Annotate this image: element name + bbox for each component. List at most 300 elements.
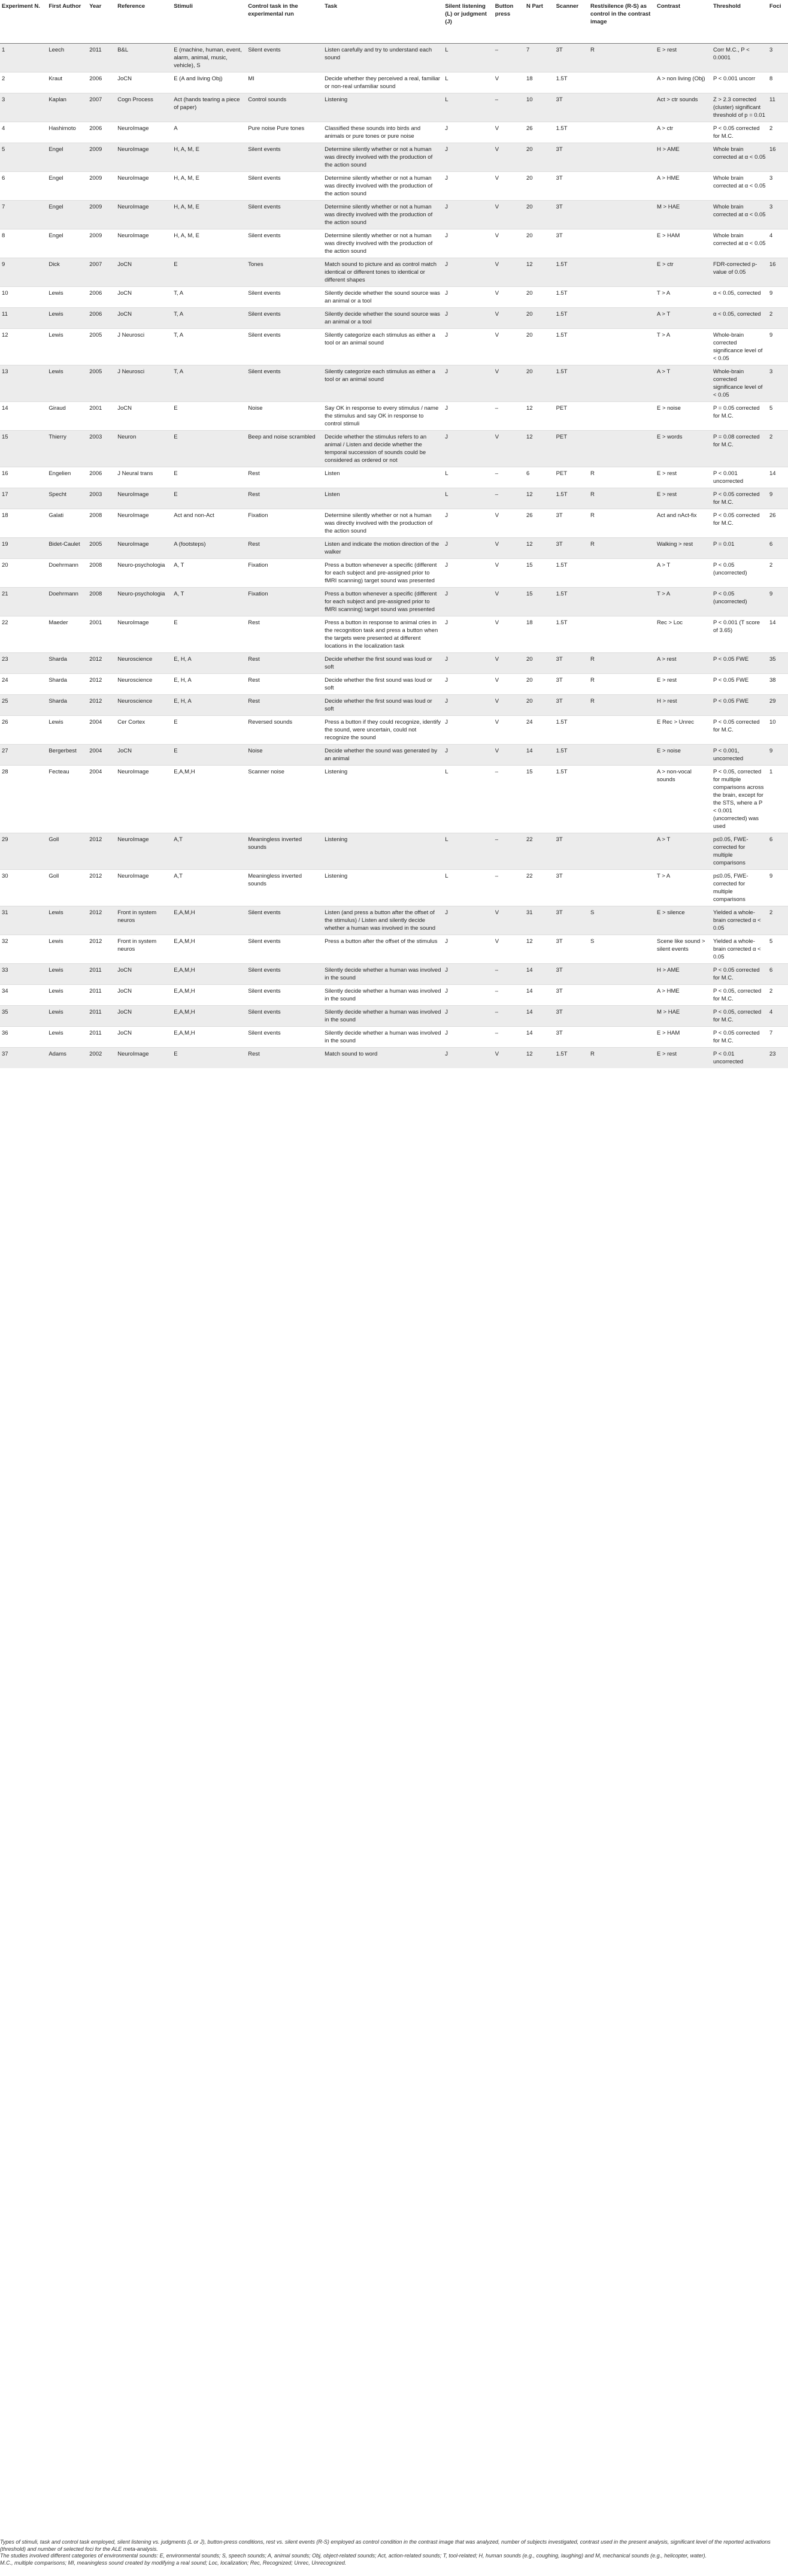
cell-year: 2004 bbox=[87, 716, 116, 745]
table-row bbox=[0, 745, 788, 766]
cell-button-press: – bbox=[493, 766, 525, 833]
cell-experiment-number: 26 bbox=[0, 716, 47, 745]
cell-listening-judgment: L bbox=[443, 870, 493, 906]
cell-experiment-number: 14 bbox=[0, 402, 47, 431]
table-row bbox=[0, 985, 788, 1006]
cell-reference: J Neural trans bbox=[116, 467, 172, 488]
cell-threshold: P < 0.05 corrected for M.C. bbox=[711, 488, 768, 509]
cell-control-task: Silent events bbox=[246, 329, 323, 365]
cell-task: Silently decide whether a human was involved in the sound bbox=[323, 1027, 443, 1048]
cell-foci: 23 bbox=[768, 1048, 788, 1069]
cell-n-participants: 12 bbox=[525, 538, 554, 559]
cell-foci: 9 bbox=[768, 287, 788, 308]
cell-threshold: P < 0.05, corrected for multiple comparisons across the brain, except for the STS, where a P < 0.001 (uncorrected) was used bbox=[711, 766, 768, 833]
cell-button-press: V bbox=[493, 906, 525, 935]
cell-button-press: – bbox=[493, 985, 525, 1006]
cell-scanner: 1.5T bbox=[554, 122, 589, 143]
table-row bbox=[0, 329, 788, 365]
cell-control-task: Silent events bbox=[246, 287, 323, 308]
table-row bbox=[0, 964, 788, 985]
cell-scanner: 1.5T bbox=[554, 716, 589, 745]
cell-first-author: Engel bbox=[47, 172, 87, 201]
table-row bbox=[0, 1006, 788, 1027]
cell-contrast: E > silence bbox=[655, 906, 711, 935]
cell-threshold: Whole brain corrected at α < 0.05 bbox=[711, 143, 768, 172]
cell-task: Match sound to picture and as control match identical or different tones to identical or different shapes bbox=[323, 258, 443, 287]
cell-contrast: E > rest bbox=[655, 467, 711, 488]
cell-reference: JoCN bbox=[116, 985, 172, 1006]
header-stimuli: Stimuli bbox=[172, 0, 246, 44]
cell-rest-silence: S bbox=[589, 906, 655, 935]
cell-stimuli: E,A,M,H bbox=[172, 935, 246, 964]
cell-foci: 3 bbox=[768, 44, 788, 72]
cell-task: Decide whether they perceived a real, familiar or non-real unfamiliar sound bbox=[323, 72, 443, 93]
cell-n-participants: 12 bbox=[525, 1048, 554, 1069]
cell-contrast: Walking > rest bbox=[655, 538, 711, 559]
cell-year: 2009 bbox=[87, 172, 116, 201]
cell-listening-judgment: J bbox=[443, 287, 493, 308]
footnote-line-3: M.C., multiple comparisons; MI, meaningless sound created by modifying a real sound; Loc, localization; Rec, Recognized; Unrec, Unrecognized. bbox=[0, 2559, 347, 2566]
cell-first-author: Specht bbox=[47, 488, 87, 509]
cell-n-participants: 20 bbox=[525, 653, 554, 674]
cell-year: 2011 bbox=[87, 964, 116, 985]
cell-control-task: Silent events bbox=[246, 229, 323, 258]
cell-n-participants: 10 bbox=[525, 93, 554, 122]
cell-listening-judgment: J bbox=[443, 1006, 493, 1027]
cell-scanner: 3T bbox=[554, 870, 589, 906]
cell-scanner: 3T bbox=[554, 674, 589, 695]
cell-button-press: V bbox=[493, 653, 525, 674]
cell-experiment-number: 34 bbox=[0, 985, 47, 1006]
cell-rest-silence bbox=[589, 745, 655, 766]
cell-year: 2005 bbox=[87, 538, 116, 559]
cell-contrast: Rec > Loc bbox=[655, 616, 711, 653]
cell-stimuli: A (footsteps) bbox=[172, 538, 246, 559]
cell-reference: J Neurosci bbox=[116, 365, 172, 402]
cell-first-author: Kaplan bbox=[47, 93, 87, 122]
table-row bbox=[0, 431, 788, 467]
cell-task: Say OK in response to every stimulus / name the stimulus and say OK in response to control stimuli bbox=[323, 402, 443, 431]
cell-reference: J Neurosci bbox=[116, 329, 172, 365]
cell-reference: Neuroscience bbox=[116, 653, 172, 674]
cell-listening-judgment: L bbox=[443, 72, 493, 93]
header-experiment-number: Experiment N. bbox=[0, 0, 47, 44]
cell-foci: 35 bbox=[768, 653, 788, 674]
cell-listening-judgment: J bbox=[443, 172, 493, 201]
cell-control-task: MI bbox=[246, 72, 323, 93]
cell-contrast: E > ctr bbox=[655, 258, 711, 287]
cell-rest-silence: R bbox=[589, 1048, 655, 1069]
cell-button-press: – bbox=[493, 467, 525, 488]
cell-contrast: E > rest bbox=[655, 1048, 711, 1069]
cell-year: 2006 bbox=[87, 72, 116, 93]
header-n-participants: N Part bbox=[525, 0, 554, 44]
cell-rest-silence bbox=[589, 870, 655, 906]
cell-stimuli: H, A, M, E bbox=[172, 143, 246, 172]
cell-control-task: Control sounds bbox=[246, 93, 323, 122]
cell-task: Listening bbox=[323, 870, 443, 906]
cell-foci: 2 bbox=[768, 122, 788, 143]
cell-rest-silence bbox=[589, 172, 655, 201]
cell-reference: JoCN bbox=[116, 1027, 172, 1048]
cell-year: 2003 bbox=[87, 431, 116, 467]
cell-threshold: Whole brain corrected at α < 0.05 bbox=[711, 172, 768, 201]
cell-n-participants: 14 bbox=[525, 745, 554, 766]
cell-stimuli: A, T bbox=[172, 588, 246, 616]
cell-contrast: A > ctr bbox=[655, 122, 711, 143]
cell-contrast: Scene like sound > silent events bbox=[655, 935, 711, 964]
cell-first-author: Engel bbox=[47, 229, 87, 258]
table-row bbox=[0, 906, 788, 935]
cell-year: 2007 bbox=[87, 258, 116, 287]
cell-scanner: PET bbox=[554, 467, 589, 488]
cell-task: Press a button whenever a specific (different for each subject and pre-assigned prior to fMRI scanning) target sound was presented bbox=[323, 588, 443, 616]
cell-task: Decide whether the sound was generated by an animal bbox=[323, 745, 443, 766]
cell-n-participants: 7 bbox=[525, 44, 554, 72]
cell-stimuli: E bbox=[172, 488, 246, 509]
cell-listening-judgment: J bbox=[443, 745, 493, 766]
cell-control-task: Meaningless inverted sounds bbox=[246, 833, 323, 870]
cell-first-author: Goll bbox=[47, 870, 87, 906]
cell-foci: 4 bbox=[768, 229, 788, 258]
cell-first-author: Bergerbest bbox=[47, 745, 87, 766]
cell-rest-silence bbox=[589, 559, 655, 588]
cell-listening-judgment: J bbox=[443, 695, 493, 716]
cell-rest-silence bbox=[589, 287, 655, 308]
table-footnote bbox=[0, 2539, 772, 2566]
cell-threshold: P < 0.05 corrected for M.C. bbox=[711, 122, 768, 143]
cell-button-press: V bbox=[493, 431, 525, 467]
cell-threshold: Whole brain corrected at α < 0.05 bbox=[711, 201, 768, 229]
cell-task: Determine silently whether or not a human was directly involved with the production of the action sound bbox=[323, 229, 443, 258]
cell-contrast: T > A bbox=[655, 588, 711, 616]
cell-experiment-number: 9 bbox=[0, 258, 47, 287]
cell-first-author: Lewis bbox=[47, 985, 87, 1006]
cell-year: 2008 bbox=[87, 509, 116, 538]
cell-button-press: – bbox=[493, 44, 525, 72]
cell-threshold: Whole-brain corrected significance level of < 0.05 bbox=[711, 365, 768, 402]
cell-rest-silence: S bbox=[589, 935, 655, 964]
cell-task: Press a button in response to animal cries in the recognition task and press a button when the targets were presented at different locations in the localization task bbox=[323, 616, 443, 653]
cell-task: Silently decide whether a human was involved in the sound bbox=[323, 964, 443, 985]
cell-scanner: 3T bbox=[554, 93, 589, 122]
cell-reference: Neuroscience bbox=[116, 674, 172, 695]
cell-n-participants: 18 bbox=[525, 616, 554, 653]
cell-reference: NeuroImage bbox=[116, 229, 172, 258]
cell-control-task: Meaningless inverted sounds bbox=[246, 870, 323, 906]
cell-contrast: E > noise bbox=[655, 745, 711, 766]
cell-n-participants: 15 bbox=[525, 588, 554, 616]
table-row bbox=[0, 674, 788, 695]
cell-scanner: 3T bbox=[554, 906, 589, 935]
cell-threshold: Whole brain corrected at α < 0.05 bbox=[711, 229, 768, 258]
cell-control-task: Rest bbox=[246, 653, 323, 674]
cell-listening-judgment: J bbox=[443, 616, 493, 653]
cell-threshold: Yielded a whole-brain corrected α < 0.05 bbox=[711, 906, 768, 935]
cell-n-participants: 20 bbox=[525, 201, 554, 229]
cell-reference: JoCN bbox=[116, 1006, 172, 1027]
cell-foci: 5 bbox=[768, 935, 788, 964]
cell-listening-judgment: J bbox=[443, 365, 493, 402]
cell-first-author: Doehrmann bbox=[47, 559, 87, 588]
cell-listening-judgment: J bbox=[443, 201, 493, 229]
cell-experiment-number: 35 bbox=[0, 1006, 47, 1027]
cell-button-press: V bbox=[493, 538, 525, 559]
cell-experiment-number: 15 bbox=[0, 431, 47, 467]
cell-rest-silence bbox=[589, 1006, 655, 1027]
cell-n-participants: 12 bbox=[525, 431, 554, 467]
cell-button-press: V bbox=[493, 745, 525, 766]
cell-task: Silently decide whether the sound source was an animal or a tool bbox=[323, 287, 443, 308]
cell-experiment-number: 18 bbox=[0, 509, 47, 538]
cell-button-press: – bbox=[493, 1027, 525, 1048]
table-row bbox=[0, 201, 788, 229]
cell-rest-silence bbox=[589, 201, 655, 229]
cell-scanner: 3T bbox=[554, 229, 589, 258]
cell-threshold: α < 0.05, corrected bbox=[711, 287, 768, 308]
table-row bbox=[0, 833, 788, 870]
cell-scanner: 3T bbox=[554, 695, 589, 716]
cell-listening-judgment: J bbox=[443, 985, 493, 1006]
cell-scanner: 3T bbox=[554, 935, 589, 964]
cell-reference: NeuroImage bbox=[116, 870, 172, 906]
cell-rest-silence bbox=[589, 365, 655, 402]
header-year: Year bbox=[87, 0, 116, 44]
table-row bbox=[0, 766, 788, 833]
cell-foci: 10 bbox=[768, 716, 788, 745]
cell-n-participants: 20 bbox=[525, 287, 554, 308]
cell-experiment-number: 6 bbox=[0, 172, 47, 201]
table-row bbox=[0, 44, 788, 72]
table-row bbox=[0, 172, 788, 201]
cell-threshold: Yielded a whole-brain corrected α < 0.05 bbox=[711, 935, 768, 964]
cell-n-participants: 20 bbox=[525, 172, 554, 201]
cell-rest-silence: R bbox=[589, 509, 655, 538]
cell-year: 2005 bbox=[87, 329, 116, 365]
cell-contrast: H > AME bbox=[655, 964, 711, 985]
cell-contrast: A > HME bbox=[655, 985, 711, 1006]
cell-first-author: Kraut bbox=[47, 72, 87, 93]
cell-button-press: V bbox=[493, 616, 525, 653]
cell-year: 2005 bbox=[87, 365, 116, 402]
cell-listening-judgment: L bbox=[443, 488, 493, 509]
cell-button-press: V bbox=[493, 143, 525, 172]
cell-task: Decide whether the first sound was loud or soft bbox=[323, 695, 443, 716]
cell-stimuli: E bbox=[172, 467, 246, 488]
cell-control-task: Fixation bbox=[246, 559, 323, 588]
cell-foci: 9 bbox=[768, 329, 788, 365]
cell-threshold: p≤0.05, FWE-corrected for multiple comparisons bbox=[711, 833, 768, 870]
cell-stimuli: E bbox=[172, 402, 246, 431]
cell-first-author: Lewis bbox=[47, 935, 87, 964]
cell-scanner: 3T bbox=[554, 509, 589, 538]
cell-contrast: E Rec > Unrec bbox=[655, 716, 711, 745]
cell-listening-judgment: J bbox=[443, 402, 493, 431]
cell-threshold: P < 0.05 corrected for M.C. bbox=[711, 716, 768, 745]
cell-n-participants: 18 bbox=[525, 72, 554, 93]
cell-stimuli: E,A,M,H bbox=[172, 1027, 246, 1048]
cell-scanner: 3T bbox=[554, 833, 589, 870]
cell-stimuli: Act and non-Act bbox=[172, 509, 246, 538]
cell-reference: NeuroImage bbox=[116, 201, 172, 229]
cell-threshold: P < 0.01 uncorrected bbox=[711, 1048, 768, 1069]
table-row bbox=[0, 93, 788, 122]
cell-listening-judgment: J bbox=[443, 964, 493, 985]
cell-year: 2011 bbox=[87, 1027, 116, 1048]
cell-control-task: Noise bbox=[246, 402, 323, 431]
cell-rest-silence bbox=[589, 431, 655, 467]
cell-stimuli: E,A,M,H bbox=[172, 906, 246, 935]
cell-scanner: 3T bbox=[554, 653, 589, 674]
cell-task: Silently categorize each stimulus as either a tool or an animal sound bbox=[323, 365, 443, 402]
cell-experiment-number: 17 bbox=[0, 488, 47, 509]
cell-reference: NeuroImage bbox=[116, 538, 172, 559]
cell-experiment-number: 4 bbox=[0, 122, 47, 143]
table-row bbox=[0, 1027, 788, 1048]
cell-foci: 2 bbox=[768, 308, 788, 329]
table-row bbox=[0, 229, 788, 258]
cell-rest-silence bbox=[589, 143, 655, 172]
cell-button-press: V bbox=[493, 716, 525, 745]
cell-year: 2012 bbox=[87, 935, 116, 964]
cell-experiment-number: 37 bbox=[0, 1048, 47, 1069]
cell-scanner: 1.5T bbox=[554, 588, 589, 616]
cell-task: Decide whether the stimulus refers to an animal / Listen and decide whether the temporal succession of sounds could be considered as ordered or not bbox=[323, 431, 443, 467]
cell-contrast: E > HAM bbox=[655, 1027, 711, 1048]
cell-scanner: 1.5T bbox=[554, 329, 589, 365]
cell-scanner: 3T bbox=[554, 143, 589, 172]
cell-listening-judgment: L bbox=[443, 766, 493, 833]
cell-n-participants: 14 bbox=[525, 1006, 554, 1027]
cell-button-press: V bbox=[493, 559, 525, 588]
cell-control-task: Silent events bbox=[246, 172, 323, 201]
cell-control-task: Silent events bbox=[246, 935, 323, 964]
cell-year: 2012 bbox=[87, 833, 116, 870]
cell-threshold: P = 0.08 corrected for M.C. bbox=[711, 431, 768, 467]
cell-reference: NeuroImage bbox=[116, 488, 172, 509]
cell-first-author: Maeder bbox=[47, 616, 87, 653]
cell-threshold: P < 0.05 corrected for M.C. bbox=[711, 1027, 768, 1048]
cell-scanner: 1.5T bbox=[554, 72, 589, 93]
cell-n-participants: 14 bbox=[525, 1027, 554, 1048]
cell-first-author: Fecteau bbox=[47, 766, 87, 833]
cell-first-author: Lewis bbox=[47, 964, 87, 985]
cell-experiment-number: 25 bbox=[0, 695, 47, 716]
cell-button-press: – bbox=[493, 833, 525, 870]
cell-foci: 29 bbox=[768, 695, 788, 716]
cell-listening-judgment: J bbox=[443, 122, 493, 143]
cell-task: Silently decide whether the sound source was an animal or a tool bbox=[323, 308, 443, 329]
cell-control-task: Rest bbox=[246, 616, 323, 653]
cell-button-press: V bbox=[493, 935, 525, 964]
cell-threshold: P = 0.05 corrected for M.C. bbox=[711, 402, 768, 431]
cell-rest-silence bbox=[589, 766, 655, 833]
cell-foci: 9 bbox=[768, 745, 788, 766]
cell-n-participants: 15 bbox=[525, 559, 554, 588]
cell-n-participants: 22 bbox=[525, 833, 554, 870]
cell-control-task: Silent events bbox=[246, 365, 323, 402]
cell-first-author: Sharda bbox=[47, 653, 87, 674]
cell-listening-judgment: J bbox=[443, 906, 493, 935]
cell-foci: 2 bbox=[768, 906, 788, 935]
cell-first-author: Bidet-Caulet bbox=[47, 538, 87, 559]
cell-reference: JoCN bbox=[116, 745, 172, 766]
cell-experiment-number: 31 bbox=[0, 906, 47, 935]
table-row bbox=[0, 653, 788, 674]
cell-year: 2009 bbox=[87, 143, 116, 172]
cell-year: 2006 bbox=[87, 467, 116, 488]
cell-stimuli: Act (hands tearing a piece of paper) bbox=[172, 93, 246, 122]
cell-control-task: Silent events bbox=[246, 1006, 323, 1027]
cell-first-author: Lewis bbox=[47, 1006, 87, 1027]
cell-button-press: – bbox=[493, 964, 525, 985]
cell-threshold: P < 0.05 corrected for M.C. bbox=[711, 509, 768, 538]
cell-rest-silence bbox=[589, 329, 655, 365]
cell-reference: NeuroImage bbox=[116, 143, 172, 172]
cell-button-press: V bbox=[493, 122, 525, 143]
cell-stimuli: E,A,M,H bbox=[172, 1006, 246, 1027]
cell-task: Silently decide whether a human was involved in the sound bbox=[323, 985, 443, 1006]
cell-year: 2006 bbox=[87, 308, 116, 329]
cell-threshold: P < 0.05, corrected for M.C. bbox=[711, 1006, 768, 1027]
cell-rest-silence: R bbox=[589, 674, 655, 695]
cell-rest-silence bbox=[589, 985, 655, 1006]
cell-threshold: p≤0.05, FWE-corrected for multiple comparisons bbox=[711, 870, 768, 906]
cell-year: 2012 bbox=[87, 906, 116, 935]
cell-foci: 5 bbox=[768, 402, 788, 431]
cell-contrast: T > A bbox=[655, 870, 711, 906]
cell-listening-judgment: J bbox=[443, 935, 493, 964]
cell-listening-judgment: J bbox=[443, 509, 493, 538]
cell-button-press: – bbox=[493, 1006, 525, 1027]
cell-stimuli: T, A bbox=[172, 308, 246, 329]
cell-year: 2008 bbox=[87, 588, 116, 616]
cell-foci: 4 bbox=[768, 1006, 788, 1027]
cell-year: 2001 bbox=[87, 402, 116, 431]
cell-first-author: Sharda bbox=[47, 674, 87, 695]
cell-control-task: Rest bbox=[246, 538, 323, 559]
cell-n-participants: 20 bbox=[525, 308, 554, 329]
cell-listening-judgment: L bbox=[443, 467, 493, 488]
header-threshold: Threshold bbox=[711, 0, 768, 44]
cell-button-press: – bbox=[493, 402, 525, 431]
cell-foci: 3 bbox=[768, 172, 788, 201]
cell-listening-judgment: J bbox=[443, 1048, 493, 1069]
table-row bbox=[0, 308, 788, 329]
cell-experiment-number: 10 bbox=[0, 287, 47, 308]
cell-stimuli: E, H, A bbox=[172, 695, 246, 716]
cell-stimuli: E bbox=[172, 745, 246, 766]
cell-rest-silence bbox=[589, 616, 655, 653]
cell-contrast: A > T bbox=[655, 833, 711, 870]
cell-n-participants: 20 bbox=[525, 695, 554, 716]
cell-listening-judgment: J bbox=[443, 229, 493, 258]
cell-listening-judgment: J bbox=[443, 653, 493, 674]
cell-first-author: Lewis bbox=[47, 329, 87, 365]
cell-first-author: Sharda bbox=[47, 695, 87, 716]
cell-control-task: Silent events bbox=[246, 1027, 323, 1048]
cell-stimuli: E bbox=[172, 258, 246, 287]
cell-control-task: Silent events bbox=[246, 44, 323, 72]
cell-year: 2009 bbox=[87, 229, 116, 258]
cell-threshold: P < 0.05 FWE bbox=[711, 674, 768, 695]
cell-reference: Neuron bbox=[116, 431, 172, 467]
cell-threshold: FDR-corrected p-value of 0.05 bbox=[711, 258, 768, 287]
cell-listening-judgment: J bbox=[443, 559, 493, 588]
cell-control-task: Rest bbox=[246, 467, 323, 488]
cell-scanner: 1.5T bbox=[554, 488, 589, 509]
cell-rest-silence bbox=[589, 229, 655, 258]
